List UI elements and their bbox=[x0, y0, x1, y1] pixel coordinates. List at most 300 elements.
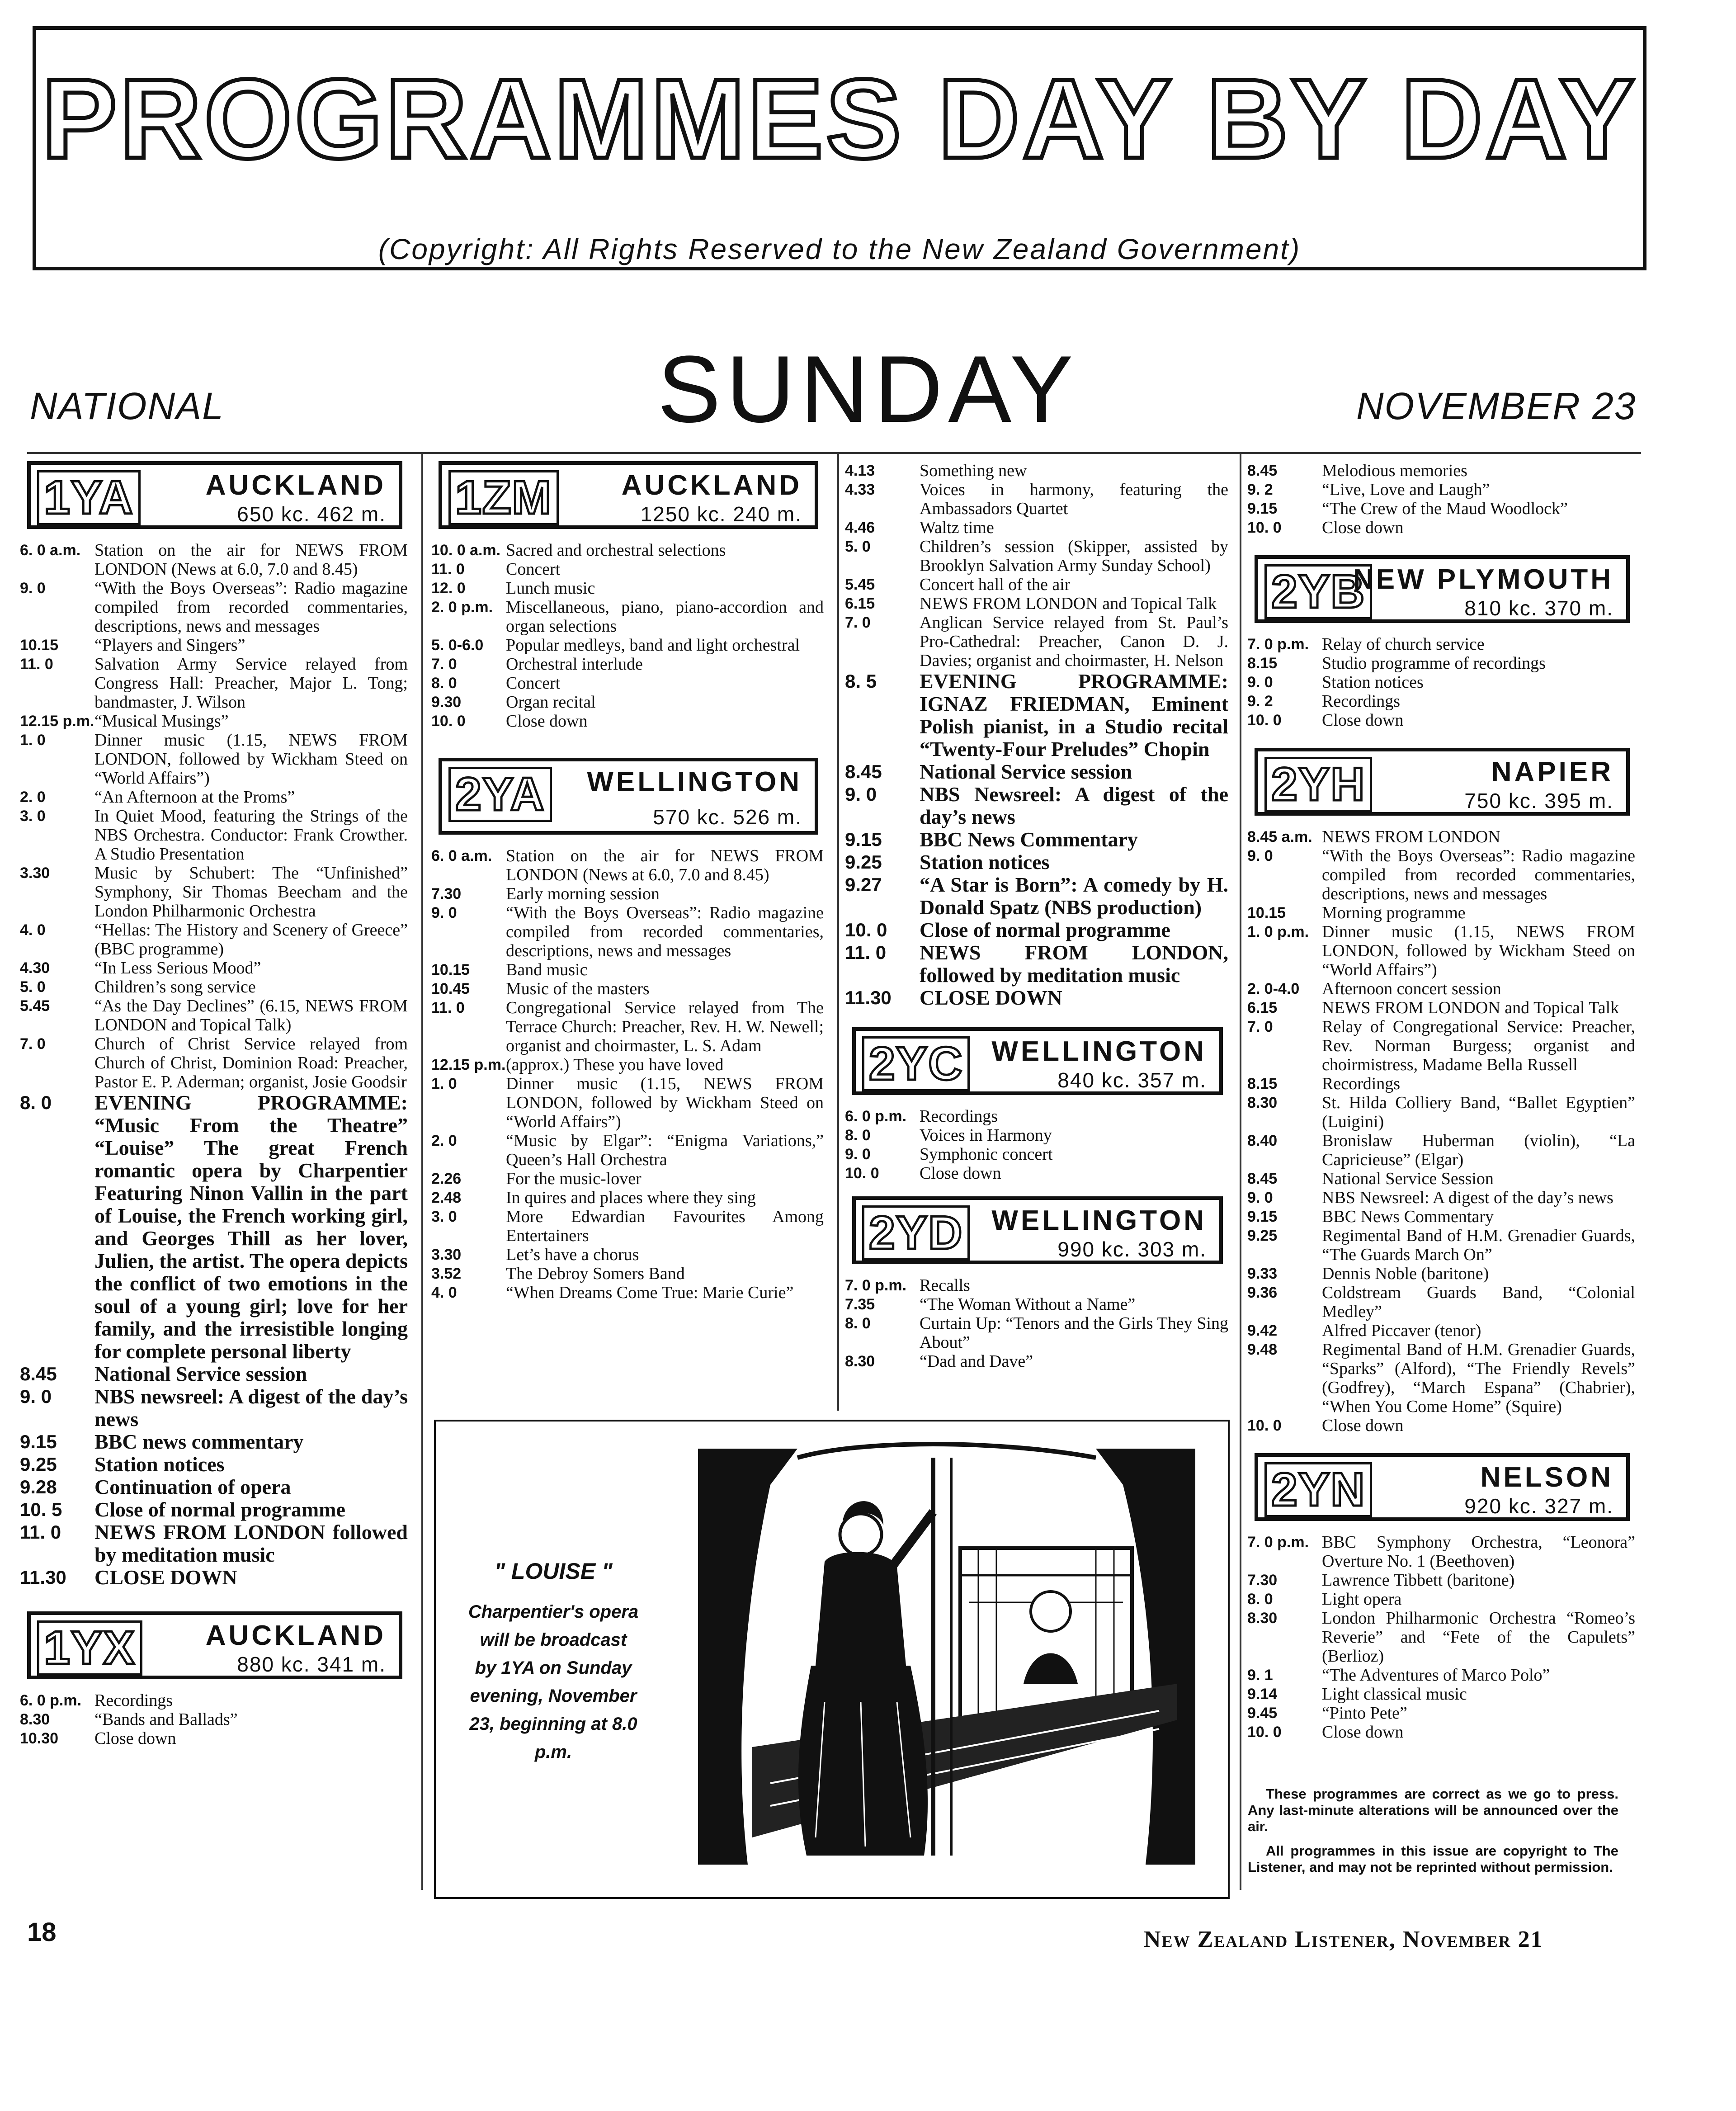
station-frequency: 650 kc. 462 m. bbox=[237, 502, 386, 526]
programme-entry bbox=[429, 979, 832, 998]
programme-time: 7. 0 p.m. bbox=[1247, 636, 1309, 653]
programme-description: Sacred and orchestral selections bbox=[506, 541, 726, 560]
programme-time: 9.36 bbox=[1247, 1284, 1278, 1301]
programme-time: 8. 0 bbox=[431, 675, 457, 692]
programme-entry bbox=[18, 636, 416, 655]
programme-entry bbox=[843, 783, 1236, 828]
programme-entry bbox=[429, 541, 832, 560]
programme-time: 8.45 bbox=[1247, 1170, 1278, 1187]
day-heading: SUNDAY bbox=[657, 336, 1079, 442]
programme-description: Concert bbox=[506, 560, 561, 579]
station-call-sign: 2YC bbox=[862, 1036, 970, 1091]
programme-description: Band music bbox=[506, 960, 588, 979]
copyright-notice: (Copyright: All Rights Reserved to the New Zealand Government) bbox=[378, 233, 1301, 265]
programme-description: Let’s have a chorus bbox=[506, 1245, 639, 1264]
station-frequency: 990 kc. 303 m. bbox=[1057, 1237, 1207, 1261]
programme-time: 10. 0 bbox=[1247, 519, 1282, 536]
programme-time: 9. 0 bbox=[1247, 1189, 1273, 1206]
programme-entry bbox=[429, 903, 832, 960]
programme-entry bbox=[1245, 1416, 1643, 1435]
programme-time: 2. 0 bbox=[20, 789, 46, 806]
programme-description: BBC News Commentary bbox=[920, 828, 1138, 851]
programme-entry bbox=[1245, 1533, 1643, 1571]
programme-description: Relay of church service bbox=[1322, 635, 1485, 654]
programme-time: 9. 2 bbox=[1247, 693, 1273, 710]
programme-time: 3.30 bbox=[20, 864, 50, 882]
programme-time: 2. 0 bbox=[431, 1132, 457, 1149]
programme-time: 9. 0 bbox=[431, 904, 457, 921]
programme-description: EVENING PROGRAMME: “Music From the Theatre” “Louise” The great French romantic opera by Charpentier Featuring Ninon Vallin in the part of Louise, the French working girl, and Georges Thill as her lover, Julien, the artist. The opera depicts the conflict of two emotions in the soul of a young girl; love for her family, and the irresistible longing for complete personal liberty bbox=[94, 1091, 408, 1363]
station-box-1ya bbox=[27, 461, 402, 529]
programme-time: 9. 0 bbox=[20, 580, 46, 597]
programme-time: 2. 0 p.m. bbox=[431, 599, 493, 616]
station-box-2yd bbox=[852, 1196, 1223, 1264]
station-city: AUCKLAND bbox=[205, 470, 386, 501]
programme-description: Organ recital bbox=[506, 693, 596, 712]
programme-time: 4. 0 bbox=[20, 921, 46, 939]
programme-entry bbox=[18, 1453, 416, 1476]
programme-description: Waltz time bbox=[920, 518, 994, 537]
evening-programme-list bbox=[843, 670, 1236, 1009]
programme-time: 9.42 bbox=[1247, 1322, 1278, 1339]
programme-time: 2. 0-4.0 bbox=[1247, 980, 1300, 997]
programme-description: Melodious memories bbox=[1322, 461, 1467, 480]
station-box-2yc bbox=[852, 1027, 1223, 1095]
programme-entry bbox=[429, 636, 832, 655]
programme-description: NEWS FROM LONDON bbox=[1322, 827, 1500, 846]
illustration-caption bbox=[467, 1557, 639, 1766]
programme-entry bbox=[18, 731, 416, 788]
programme-description: Lawrence Tibbett (baritone) bbox=[1322, 1571, 1515, 1590]
station-city: AUCKLAND bbox=[205, 1620, 386, 1651]
programme-time: 8.15 bbox=[1247, 1075, 1278, 1092]
programme-entry bbox=[429, 1245, 832, 1264]
programme-entry bbox=[1245, 1207, 1643, 1226]
programme-time: 10.15 bbox=[20, 637, 59, 654]
programme-time: 8. 0 bbox=[1247, 1591, 1273, 1608]
station-box-2yh bbox=[1255, 748, 1630, 816]
programme-entry bbox=[843, 941, 1236, 987]
programme-entry bbox=[843, 518, 1236, 537]
programme-description: “When Dreams Come True: Marie Curie” bbox=[506, 1283, 794, 1302]
station-call-sign: 2YN bbox=[1264, 1462, 1372, 1517]
programme-time: 2.26 bbox=[431, 1170, 462, 1187]
programme-entry bbox=[843, 919, 1236, 941]
programme-time: 4.13 bbox=[845, 462, 875, 479]
column-rule bbox=[837, 452, 839, 1411]
programme-time: 9.15 bbox=[845, 829, 882, 850]
programme-description: In Quiet Mood, featuring the Strings of the NBS Orchestra. Conductor: Frank Crowther. A Studio Presentation bbox=[94, 807, 408, 864]
programme-time: 11.30 bbox=[20, 1567, 66, 1588]
programme-description: BBC Symphony Orchestra, “Leonora” Overture No. 1 (Beethoven) bbox=[1322, 1533, 1635, 1571]
programme-description: Close of normal programme bbox=[920, 918, 1170, 941]
programme-time: 12.15 p.m. bbox=[20, 713, 94, 730]
programme-entry bbox=[429, 560, 832, 579]
programme-time: 9. 0 bbox=[1247, 847, 1273, 864]
programme-time: 8. 0 bbox=[845, 1127, 871, 1144]
programme-entry bbox=[18, 541, 416, 579]
programme-entry bbox=[1245, 518, 1643, 537]
programme-entry bbox=[1245, 979, 1643, 998]
programme-description: Recordings bbox=[920, 1107, 998, 1126]
programme-entry bbox=[1245, 1571, 1643, 1590]
programme-description: “As the Day Declines” (6.15, NEWS FROM LONDON and Topical Talk) bbox=[94, 996, 408, 1034]
station-frequency: 570 kc. 526 m. bbox=[653, 805, 802, 829]
programme-entry bbox=[1245, 998, 1643, 1017]
programme-time: 9.15 bbox=[1247, 500, 1278, 517]
programme-description: NEWS FROM LONDON, followed by meditation music bbox=[920, 941, 1228, 987]
programme-time: 7. 0 bbox=[431, 656, 457, 673]
programme-entry bbox=[18, 921, 416, 959]
programme-time: 9.25 bbox=[1247, 1227, 1278, 1244]
programme-description: Light opera bbox=[1322, 1590, 1402, 1609]
programme-entry bbox=[1245, 480, 1643, 499]
programme-description: National Service Session bbox=[1322, 1169, 1494, 1188]
programme-time: 3. 0 bbox=[20, 808, 46, 825]
programme-time: 8. 0 bbox=[20, 1092, 52, 1113]
programme-time: 11.30 bbox=[845, 987, 892, 1008]
programme-time: 5.45 bbox=[20, 997, 50, 1015]
programme-entry bbox=[429, 846, 832, 884]
programme-entry bbox=[1245, 827, 1643, 846]
programme-time: 11. 0 bbox=[845, 942, 887, 963]
programme-description: The Debroy Somers Band bbox=[506, 1264, 685, 1283]
programme-entry bbox=[843, 851, 1236, 874]
programme-time: 9.15 bbox=[20, 1431, 57, 1452]
programme-entry bbox=[18, 788, 416, 807]
programme-entry bbox=[1245, 635, 1643, 654]
programme-entry bbox=[1245, 1264, 1643, 1283]
programme-time: 9. 0 bbox=[845, 784, 877, 805]
programme-time: 9.48 bbox=[1247, 1341, 1278, 1358]
programme-entry bbox=[843, 1107, 1236, 1126]
programme-description: “The Adventures of Marco Polo” bbox=[1322, 1666, 1550, 1685]
opera-scene-drawing bbox=[680, 1431, 1213, 1883]
programme-entry bbox=[429, 1131, 832, 1169]
programme-description: Close down bbox=[94, 1729, 176, 1748]
programme-entry bbox=[429, 1207, 832, 1245]
programme-entry bbox=[843, 613, 1236, 670]
programme-description: “A Star is Born”: A comedy by H. Donald Spatz (NBS production) bbox=[920, 873, 1228, 919]
programme-list bbox=[18, 541, 416, 1091]
station-city: NELSON bbox=[1480, 1462, 1613, 1493]
programme-time: 5. 0 bbox=[20, 978, 46, 996]
programme-description: Dennis Noble (baritone) bbox=[1322, 1264, 1489, 1283]
programme-description: (approx.) These you have loved bbox=[506, 1055, 724, 1074]
station-city: AUCKLAND bbox=[621, 470, 802, 501]
station-city: NEW PLYMOUTH bbox=[1353, 564, 1613, 595]
programme-time: 9. 0 bbox=[845, 1146, 871, 1163]
programme-description: Close down bbox=[920, 1164, 1001, 1183]
programme-description: Recalls bbox=[920, 1276, 970, 1295]
programme-description: NBS Newsreel: A digest of the day’s news bbox=[920, 783, 1228, 828]
programme-entry bbox=[843, 537, 1236, 575]
programme-entry bbox=[18, 579, 416, 636]
programme-time: 11. 0 bbox=[431, 561, 465, 578]
programme-entry bbox=[1245, 499, 1643, 518]
programme-entry bbox=[843, 760, 1236, 783]
programme-description: Music of the masters bbox=[506, 979, 650, 998]
programme-description: St. Hilda Colliery Band, “Ballet Egyptien” (Luigini) bbox=[1322, 1093, 1635, 1131]
programme-time: 10.45 bbox=[431, 980, 470, 997]
programme-entry bbox=[18, 1691, 416, 1710]
programme-description: Popular medleys, band and light orchestral bbox=[506, 636, 800, 655]
station-frequency: 840 kc. 357 m. bbox=[1057, 1068, 1207, 1092]
programme-description: Light classical music bbox=[1322, 1685, 1467, 1704]
programme-entry bbox=[1245, 461, 1643, 480]
programme-time: 1. 0 bbox=[20, 732, 46, 749]
programme-description: London Philharmonic Orchestra “Romeo’s Reverie” and “Fete of the Capulets” (Berlioz) bbox=[1322, 1609, 1635, 1666]
programme-time: 9.25 bbox=[20, 1454, 57, 1475]
station-call-sign: 1ZM bbox=[448, 470, 559, 525]
programme-description: CLOSE DOWN bbox=[920, 986, 1062, 1009]
programme-entry bbox=[429, 1169, 832, 1188]
programme-time: 7.35 bbox=[845, 1296, 875, 1313]
title-banner bbox=[33, 26, 1646, 270]
programme-time: 9. 0 bbox=[20, 1386, 52, 1407]
programme-description: Regimental Band of H.M. Grenadier Guards, “Sparks” (Alford), “The Friendly Revels” (Godfrey), “March Espana” (Chabrier), “When You Come Home” (Squire) bbox=[1322, 1340, 1635, 1416]
region-label: NATIONAL bbox=[30, 385, 224, 427]
programme-description: Anglican Service relayed from St. Paul’s Pro-Cathedral: Preacher, Canon D. J. Davies; organist and choirmaster, H. Nelson bbox=[920, 613, 1228, 670]
programme-time: 4.30 bbox=[20, 959, 50, 977]
programme-description: Afternoon concert session bbox=[1322, 979, 1501, 998]
programme-description: Close down bbox=[506, 712, 588, 731]
programme-entry bbox=[18, 1476, 416, 1498]
programme-list bbox=[843, 1276, 1236, 1371]
date-label: NOVEMBER 23 bbox=[1356, 385, 1637, 427]
programme-time: 7. 0 bbox=[20, 1035, 46, 1053]
programme-description: National Service session bbox=[920, 760, 1132, 783]
programme-entry bbox=[1245, 922, 1643, 979]
programme-time: 9.45 bbox=[1247, 1705, 1278, 1722]
programme-time: 8.40 bbox=[1247, 1132, 1278, 1149]
programme-description: In quires and places where they sing bbox=[506, 1188, 756, 1207]
programme-description: NBS newsreel: A digest of the day’s news bbox=[94, 1385, 408, 1431]
programme-entry bbox=[429, 1283, 832, 1302]
programme-description: Dinner music (1.15, NEWS FROM LONDON, followed by Wickham Steed on “World Affairs”) bbox=[1322, 922, 1635, 979]
programme-entry bbox=[429, 598, 832, 636]
programme-time: 3.30 bbox=[431, 1246, 462, 1263]
top-rule bbox=[27, 452, 1641, 454]
programme-time: 5. 0-6.0 bbox=[431, 637, 484, 654]
programme-description: “The Woman Without a Name” bbox=[920, 1295, 1136, 1314]
station-call-sign: 2YH bbox=[1264, 757, 1372, 812]
programme-description: Curtain Up: “Tenors and the Girls They Sing About” bbox=[920, 1314, 1228, 1352]
programme-entry bbox=[18, 1521, 416, 1566]
programme-description: EVENING PROGRAMME: IGNAZ FRIEDMAN, Eminent Polish pianist, in a Studio recital “Twenty-Four Preludes” Chopin bbox=[920, 670, 1228, 760]
programme-time: 12. 0 bbox=[431, 580, 466, 597]
programme-entry bbox=[1245, 1169, 1643, 1188]
station-call-sign: 2YB bbox=[1264, 564, 1372, 619]
station-call-sign: 1YX bbox=[37, 1620, 142, 1676]
programme-list bbox=[429, 846, 832, 1302]
programme-entry bbox=[1245, 1340, 1643, 1416]
station-city: WELLINGTON bbox=[991, 1036, 1207, 1067]
programme-entry bbox=[1245, 692, 1643, 711]
programme-description: “With the Boys Overseas”: Radio magazine compiled from recorded commentaries, descriptions, news and messages bbox=[506, 903, 824, 960]
programme-time: 6. 0 p.m. bbox=[20, 1692, 82, 1709]
programme-entry bbox=[429, 693, 832, 712]
programme-entry bbox=[18, 807, 416, 864]
programme-entry bbox=[1245, 1685, 1643, 1704]
programme-description: Close down bbox=[1322, 518, 1404, 537]
programme-entry bbox=[1245, 1609, 1643, 1666]
programme-time: 7. 0 p.m. bbox=[1247, 1534, 1309, 1551]
programme-description: BBC news commentary bbox=[94, 1430, 304, 1453]
programme-description: “In Less Serious Mood” bbox=[94, 959, 261, 978]
programme-description: “Bands and Ballads” bbox=[94, 1710, 238, 1729]
programme-description: “Hellas: The History and Scenery of Greece” (BBC programme) bbox=[94, 921, 408, 959]
programme-entry bbox=[429, 1074, 832, 1131]
programme-description: “Dad and Dave” bbox=[920, 1352, 1033, 1371]
programme-entry bbox=[843, 874, 1236, 919]
programme-entry bbox=[18, 1091, 416, 1363]
programme-time: 10. 5 bbox=[20, 1499, 62, 1520]
programme-entry bbox=[843, 461, 1236, 480]
programme-description: Voices in harmony, featuring the Ambassadors Quartet bbox=[920, 480, 1228, 518]
programme-entry bbox=[429, 1055, 832, 1074]
programme-entry bbox=[1245, 1131, 1643, 1169]
programme-description: CLOSE DOWN bbox=[94, 1566, 237, 1589]
programme-description: Children’s session (Skipper, assisted by Brooklyn Salvation Army Sunday School) bbox=[920, 537, 1228, 575]
programme-description: “Players and Singers” bbox=[94, 636, 245, 655]
programme-entry bbox=[429, 998, 832, 1055]
programme-entry bbox=[843, 1145, 1236, 1164]
programme-time: 7. 0 p.m. bbox=[845, 1277, 907, 1294]
programme-description: National Service session bbox=[94, 1362, 307, 1385]
column-3 bbox=[843, 461, 1236, 1371]
programme-description: Studio programme of recordings bbox=[1322, 654, 1546, 673]
programme-entry bbox=[1245, 1188, 1643, 1207]
programme-description: Continuation of opera bbox=[94, 1475, 291, 1498]
programme-time: 6. 0 p.m. bbox=[845, 1108, 907, 1125]
programme-entry bbox=[18, 1431, 416, 1453]
programme-list bbox=[843, 461, 1236, 670]
programme-time: 1. 0 bbox=[431, 1075, 457, 1092]
note-paragraph: These programmes are correct as we go to press. Any last-minute alterations will be announced over the air. bbox=[1248, 1786, 1618, 1834]
programme-description: Concert bbox=[506, 674, 561, 693]
programme-description: Salvation Army Service relayed from Congress Hall: Preacher, Major L. Tong; bandmaster, J. Wilson bbox=[94, 655, 408, 712]
station-frequency: 1250 kc. 240 m. bbox=[640, 502, 802, 526]
programme-entry bbox=[843, 1352, 1236, 1371]
station-frequency: 880 kc. 341 m. bbox=[237, 1653, 386, 1676]
programme-time: 9.28 bbox=[20, 1476, 57, 1497]
programme-entry bbox=[1245, 1074, 1643, 1093]
programme-time: 8. 5 bbox=[845, 671, 877, 692]
programme-time: 10. 0 bbox=[845, 919, 887, 940]
programme-description: Children’s song service bbox=[94, 978, 256, 996]
programme-time: 3.52 bbox=[431, 1265, 462, 1282]
programme-time: 8.30 bbox=[20, 1711, 50, 1728]
programme-description: Orchestral interlude bbox=[506, 655, 643, 674]
programme-description: “Pinto Pete” bbox=[1322, 1704, 1407, 1723]
programme-description: Voices in Harmony bbox=[920, 1126, 1052, 1145]
programme-description: “The Crew of the Maud Woodlock” bbox=[1322, 499, 1568, 518]
page-number: 18 bbox=[27, 1917, 57, 1947]
column-1 bbox=[18, 457, 416, 1748]
programme-time: 5. 0 bbox=[845, 538, 871, 555]
programme-entry bbox=[843, 1314, 1236, 1352]
programme-time: 10.15 bbox=[1247, 904, 1286, 921]
programme-time: 10. 0 bbox=[1247, 1724, 1282, 1741]
station-frequency: 750 kc. 395 m. bbox=[1464, 789, 1613, 812]
programme-entry bbox=[18, 1363, 416, 1385]
programme-description: More Edwardian Favourites Among Entertainers bbox=[506, 1207, 824, 1245]
programme-time: 9.14 bbox=[1247, 1686, 1278, 1703]
programme-description: NEWS FROM LONDON followed by meditation music bbox=[94, 1521, 408, 1566]
programme-description: Close down bbox=[1322, 1723, 1404, 1742]
programme-entry bbox=[1245, 1226, 1643, 1264]
louise-illustration bbox=[434, 1420, 1230, 1899]
station-box-1yx bbox=[27, 1611, 402, 1679]
programme-time: 7. 0 bbox=[1247, 1018, 1273, 1035]
station-frequency: 810 kc. 370 m. bbox=[1464, 596, 1613, 620]
programme-list bbox=[1245, 461, 1643, 537]
evening-programme-list bbox=[18, 1091, 416, 1589]
programme-time: 6. 0 a.m. bbox=[431, 847, 492, 864]
programme-entry bbox=[18, 712, 416, 731]
programme-time: 4.46 bbox=[845, 519, 875, 536]
programme-description: NBS Newsreel: A digest of the day’s news bbox=[1322, 1188, 1613, 1207]
programme-entry bbox=[429, 1264, 832, 1283]
programme-entry bbox=[1245, 673, 1643, 692]
station-box-2yn bbox=[1255, 1453, 1630, 1521]
programme-time: 2.48 bbox=[431, 1189, 462, 1206]
programme-description: Miscellaneous, piano, piano-accordion and organ selections bbox=[506, 598, 824, 636]
station-city: WELLINGTON bbox=[587, 766, 802, 798]
programme-entry bbox=[1245, 1283, 1643, 1321]
programme-description: Close of normal programme bbox=[94, 1498, 345, 1521]
station-city: WELLINGTON bbox=[991, 1205, 1207, 1236]
programme-description: Bronislaw Huberman (violin), “La Capricieuse” (Elgar) bbox=[1322, 1131, 1635, 1169]
programme-description: Alfred Piccaver (tenor) bbox=[1322, 1321, 1481, 1340]
programme-entry bbox=[18, 1729, 416, 1748]
programme-time: 9.30 bbox=[431, 694, 462, 711]
station-box-2yb bbox=[1255, 555, 1630, 623]
programme-description: Station on the air for NEWS FROM LONDON (News at 6.0, 7.0 and 8.45) bbox=[506, 846, 824, 884]
programme-time: 4. 0 bbox=[431, 1284, 457, 1301]
programme-time: 9.27 bbox=[845, 874, 882, 895]
programme-entry bbox=[843, 594, 1236, 613]
programme-entry bbox=[843, 828, 1236, 851]
programme-description: Relay of Congregational Service: Preacher, Rev. Norman Burgess; organist and choirmistress, Madame Bella Russell bbox=[1322, 1017, 1635, 1074]
programme-time: 11. 0 bbox=[20, 656, 53, 673]
programme-entry bbox=[429, 884, 832, 903]
programme-description: Concert hall of the air bbox=[920, 575, 1071, 594]
column-rule bbox=[1240, 452, 1241, 1890]
programme-entry bbox=[1245, 846, 1643, 903]
programme-time: 12.15 p.m. bbox=[431, 1056, 506, 1073]
programme-entry bbox=[1245, 1093, 1643, 1131]
programme-entry bbox=[1245, 711, 1643, 730]
programme-time: 8.45 bbox=[20, 1363, 57, 1384]
programme-description: “With the Boys Overseas”: Radio magazine compiled from recorded commentaries, descriptions, news and messages bbox=[1322, 846, 1635, 903]
programme-time: 8.30 bbox=[1247, 1610, 1278, 1627]
programme-description: BBC News Commentary bbox=[1322, 1207, 1494, 1226]
programme-entry bbox=[429, 674, 832, 693]
programme-description: Recordings bbox=[1322, 1074, 1401, 1093]
programme-description: “An Afternoon at the Proms” bbox=[94, 788, 295, 807]
programme-entry bbox=[18, 959, 416, 978]
programme-description: Coldstream Guards Band, “Colonial Medley” bbox=[1322, 1283, 1635, 1321]
station-call-sign: 2YA bbox=[448, 767, 552, 822]
station-city: NAPIER bbox=[1491, 756, 1613, 788]
programme-description: Station on the air for NEWS FROM LONDON (News at 6.0, 7.0 and 8.45) bbox=[94, 541, 408, 579]
programme-description: Lunch music bbox=[506, 579, 595, 598]
programme-description: Something new bbox=[920, 461, 1027, 480]
programme-entry bbox=[843, 1126, 1236, 1145]
station-box-2ya bbox=[439, 758, 818, 835]
